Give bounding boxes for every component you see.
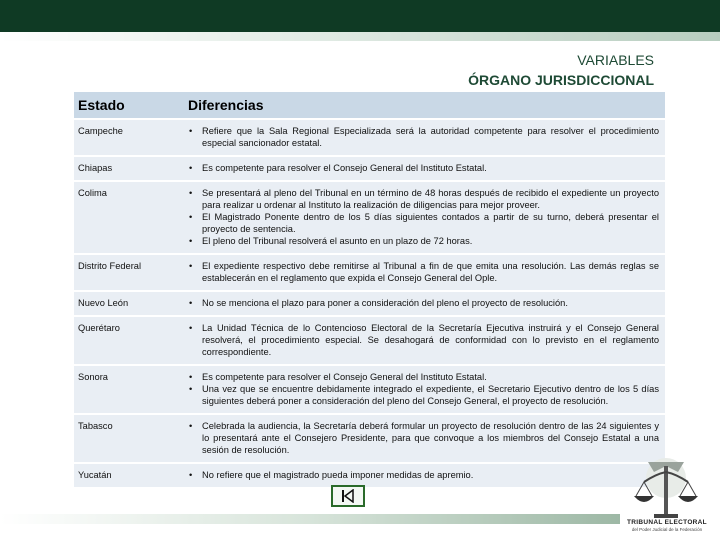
bullet-item: • Refiere que la Sala Regional Especializada será la autoridad competente para resolver el procedimiento especial sancionador estatal.: [188, 125, 659, 149]
title-line-2: ÓRGANO JURISDICCIONAL: [468, 72, 654, 88]
differences-cell: [180, 119, 665, 156]
bullet-item: • El pleno del Tribunal resolverá el asunto en un plazo de 72 horas.: [188, 235, 659, 247]
differences-cell: [180, 181, 665, 254]
table-row: [74, 414, 665, 463]
bullet-item: • Es competente para resolver el Consejo General del Instituto Estatal.: [188, 162, 659, 174]
bullet-item: • La Unidad Técnica de lo Contencioso Electoral de la Secretaría Ejecutiva instruirá y el Consejo General resolverá, el procedimiento especial. Se desahogará de conformidad con lo previsto en el reglamento correspondiente.: [188, 322, 659, 358]
first-slide-button[interactable]: [331, 485, 365, 507]
bottom-gradient-stripe: [0, 514, 620, 524]
bullet-item: • No se menciona el plazo para poner a consideración del pleno el proyecto de resolución.: [188, 297, 659, 309]
differences-cell: [180, 254, 665, 291]
bullet-list: [188, 125, 659, 149]
table-row: [74, 463, 665, 488]
column-header-diferencias: Diferencias: [180, 92, 665, 119]
bullet-list: [188, 469, 659, 481]
state-cell: Nuevo León: [74, 291, 180, 316]
state-cell: Chiapas: [74, 156, 180, 181]
table-header-row: [74, 92, 665, 119]
bullet-list: [188, 162, 659, 174]
table-row: [74, 119, 665, 156]
column-header-estado: Estado: [74, 92, 180, 119]
bullet-list: [188, 371, 659, 407]
state-cell: Tabasco: [74, 414, 180, 463]
bullet-list: [188, 322, 659, 358]
state-cell: Distrito Federal: [74, 254, 180, 291]
state-cell: Sonora: [74, 365, 180, 414]
table-row: [74, 316, 665, 365]
state-cell: Querétaro: [74, 316, 180, 365]
bullet-item: • Celebrada la audiencia, la Secretaría deberá formular un proyecto de resolución dentro de las 24 siguientes y lo presentará ante el Consejero Presidente, para que convoque a los miembros del Consejo Estatal a una sesión de resolución.: [188, 420, 659, 456]
first-slide-icon: [337, 489, 359, 503]
state-cell: Colima: [74, 181, 180, 254]
differences-table: [74, 92, 665, 489]
logo-line-2: del Poder Judicial de la Federación: [631, 527, 703, 532]
bullet-item: • Se presentará al pleno del Tribunal en un término de 48 horas después de recibido el expediente un proyecto para realizar u ordenar al Instituto la realización de diligencias para mejor proveer.: [188, 187, 659, 211]
logo-line-1: TRIBUNAL ELECTORAL: [627, 519, 707, 526]
table-row: [74, 254, 665, 291]
tribunal-logo-text: [614, 519, 720, 533]
bullet-item: • Es competente para resolver el Consejo General del Instituto Estatal.: [188, 371, 659, 383]
table-row: [74, 365, 665, 414]
bullet-item: • Una vez que se encuentre debidamente integrado el expediente, el Secretario Ejecutivo dentro de los 5 días siguientes deberá poner a consideración del pleno del Consejo General, el proyecto de resolución.: [188, 383, 659, 407]
state-cell: Yucatán: [74, 463, 180, 488]
differences-cell: [180, 365, 665, 414]
bullet-list: [188, 260, 659, 284]
differences-cell: [180, 414, 665, 463]
bullet-list: [188, 187, 659, 247]
table-row: [74, 181, 665, 254]
top-banner: [0, 0, 720, 32]
differences-cell: [180, 291, 665, 316]
state-cell: Campeche: [74, 119, 180, 156]
bullet-list: [188, 297, 659, 309]
differences-cell: [180, 156, 665, 181]
bullet-item: • El expediente respectivo debe remitirse al Tribunal a fin de que emita una resolución. Las demás reglas se establecerán en el reglamento que expida el Consejo General del Ople.: [188, 260, 659, 284]
bullet-list: [188, 420, 659, 456]
slide-title: [468, 50, 654, 90]
top-gradient-stripe: [0, 32, 720, 41]
bullet-item: • No refiere que el magistrado pueda imponer medidas de apremio.: [188, 469, 659, 481]
table-row: [74, 156, 665, 181]
differences-cell: [180, 463, 665, 488]
table-row: [74, 291, 665, 316]
title-line-1: VARIABLES: [577, 52, 654, 68]
differences-cell: [180, 316, 665, 365]
bullet-item: • El Magistrado Ponente dentro de los 5 días siguientes contados a partir de su turno, deberá presentar el proyecto de sentencia.: [188, 211, 659, 235]
